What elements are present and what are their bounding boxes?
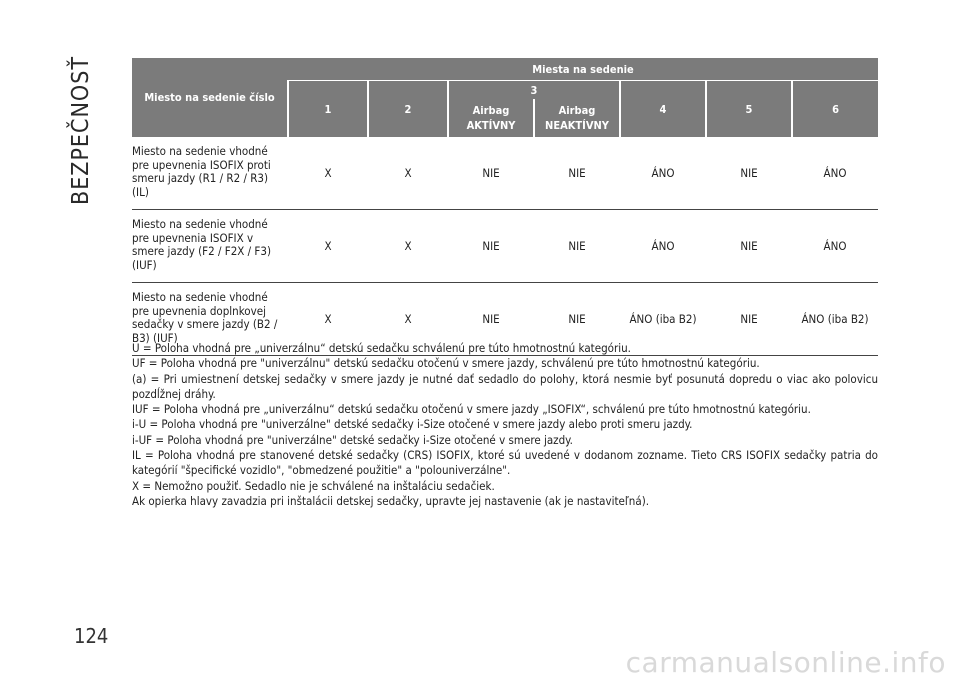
note-line: UF = Poloha vhodná pre "univerzálnu" detskú sedačku otočenú v smere jazdy, schválenú pre túto hmotnostnú kategóriu. [132,356,760,371]
table-cell: NIE [706,210,792,283]
table-row [132,137,878,210]
table-cell: NIE [534,137,620,210]
seat3-airbag-active: Airbag AKTÍVNY [448,99,534,137]
table-cell: ÁNO [792,137,878,210]
table-cell: NIE [448,210,534,283]
table-cell: NIE [706,137,792,210]
seat-column-4: 4 [620,81,706,138]
note-line: U = Poloha vhodná pre „univerzálnu“ detskú sedačku schválenú pre túto hmotnostnú kategóriu. [132,341,631,355]
note-line: Ak opierka hlavy zavadzia pri inštalácii detskej sedačky, upravte jej nastavenie (ak je nastaviteľná). [132,493,650,508]
legend-notes [132,341,878,509]
note-line: IUF = Poloha vhodná pre „univerzálnu“ detskú sedačku otočenú v smere jazdy „ISOFIX“, schválenú pre túto hmotnostnú kategóriu. [132,402,811,417]
note-line: i-U = Poloha vhodná pre "univerzálne" detské sedačky i-Size otočené v smere jazdy alebo proti smeru jazdy. [132,417,693,432]
note-line: X = Nemožno použiť. Sedadlo nie je schválené na inštaláciu sedačiek. [132,478,495,493]
seat-column-3: 3 [448,81,620,100]
seat-column-1: 1 [288,81,368,138]
row-label: Miesto na sedenie vhodné pre upevnenia ISOFIX proti smeru jazdy (R1 / R2 / R3) (IL) [132,137,288,210]
table-cell: X [288,137,368,210]
row-label: Miesto na sedenie vhodné pre upevnenia ISOFIX v smere jazdy (F2 / F2X / F3) (IUF) [132,210,288,283]
table-row [132,210,878,283]
note-line: i-UF = Poloha vhodná pre "univerzálne" detské sedačky i-Size otočené v smere jazdy. [132,432,573,447]
seat-column-5: 5 [706,81,792,138]
note-line: IL = Poloha vhodná pre stanovené detské sedačky (CRS) ISOFIX, ktoré sú uvedené v dodanom zozname. Tieto CRS ISOFIX sedačky patria do kategórií "špecifické vozidlo", "obmedzené použitie" a "polouniverzálne". [132,448,878,478]
table-cell: NIE [448,283,534,356]
table-cell: ÁNO [792,210,878,283]
seat-column-6: 6 [792,81,878,138]
header-group: Miesta na sedenie [288,58,878,81]
table-cell: X [368,283,448,356]
table-cell: NIE [534,283,620,356]
table-cell: NIE [534,210,620,283]
seat3-airbag-inactive: Airbag NEAKTÍVNY [534,99,620,137]
table-cell: NIE [448,137,534,210]
watermark: carmanualsonline.info [625,646,946,679]
isofix-seat-table [132,58,878,356]
table-cell: ÁNO [620,210,706,283]
section-title: BEZPEČNOSŤ [68,56,94,205]
row-label: Miesto na sedenie vhodné pre upevnenia doplnkovej sedačky v smere jazdy (B2 / B3) (IUF) [132,283,288,356]
table-cell: X [368,210,448,283]
table-cell: NIE [706,283,792,356]
page-number: 124 [74,624,109,648]
seat-column-2: 2 [368,81,448,138]
table-cell: X [288,210,368,283]
table-cell: X [368,137,448,210]
table-cell: X [288,283,368,356]
table-cell: ÁNO (iba B2) [620,283,706,356]
table-cell: ÁNO [620,137,706,210]
row-header: Miesto na sedenie číslo [132,58,288,137]
note-line: (a) = Pri umiestnení detskej sedačky v smere jazdy je nutné dať sedadlo do polohy, ktorá nesmie byť posunutá dopredu o viac ako polovicu pozdĺžnej dráhy. [132,371,878,401]
table-cell: ÁNO (iba B2) [792,283,878,356]
